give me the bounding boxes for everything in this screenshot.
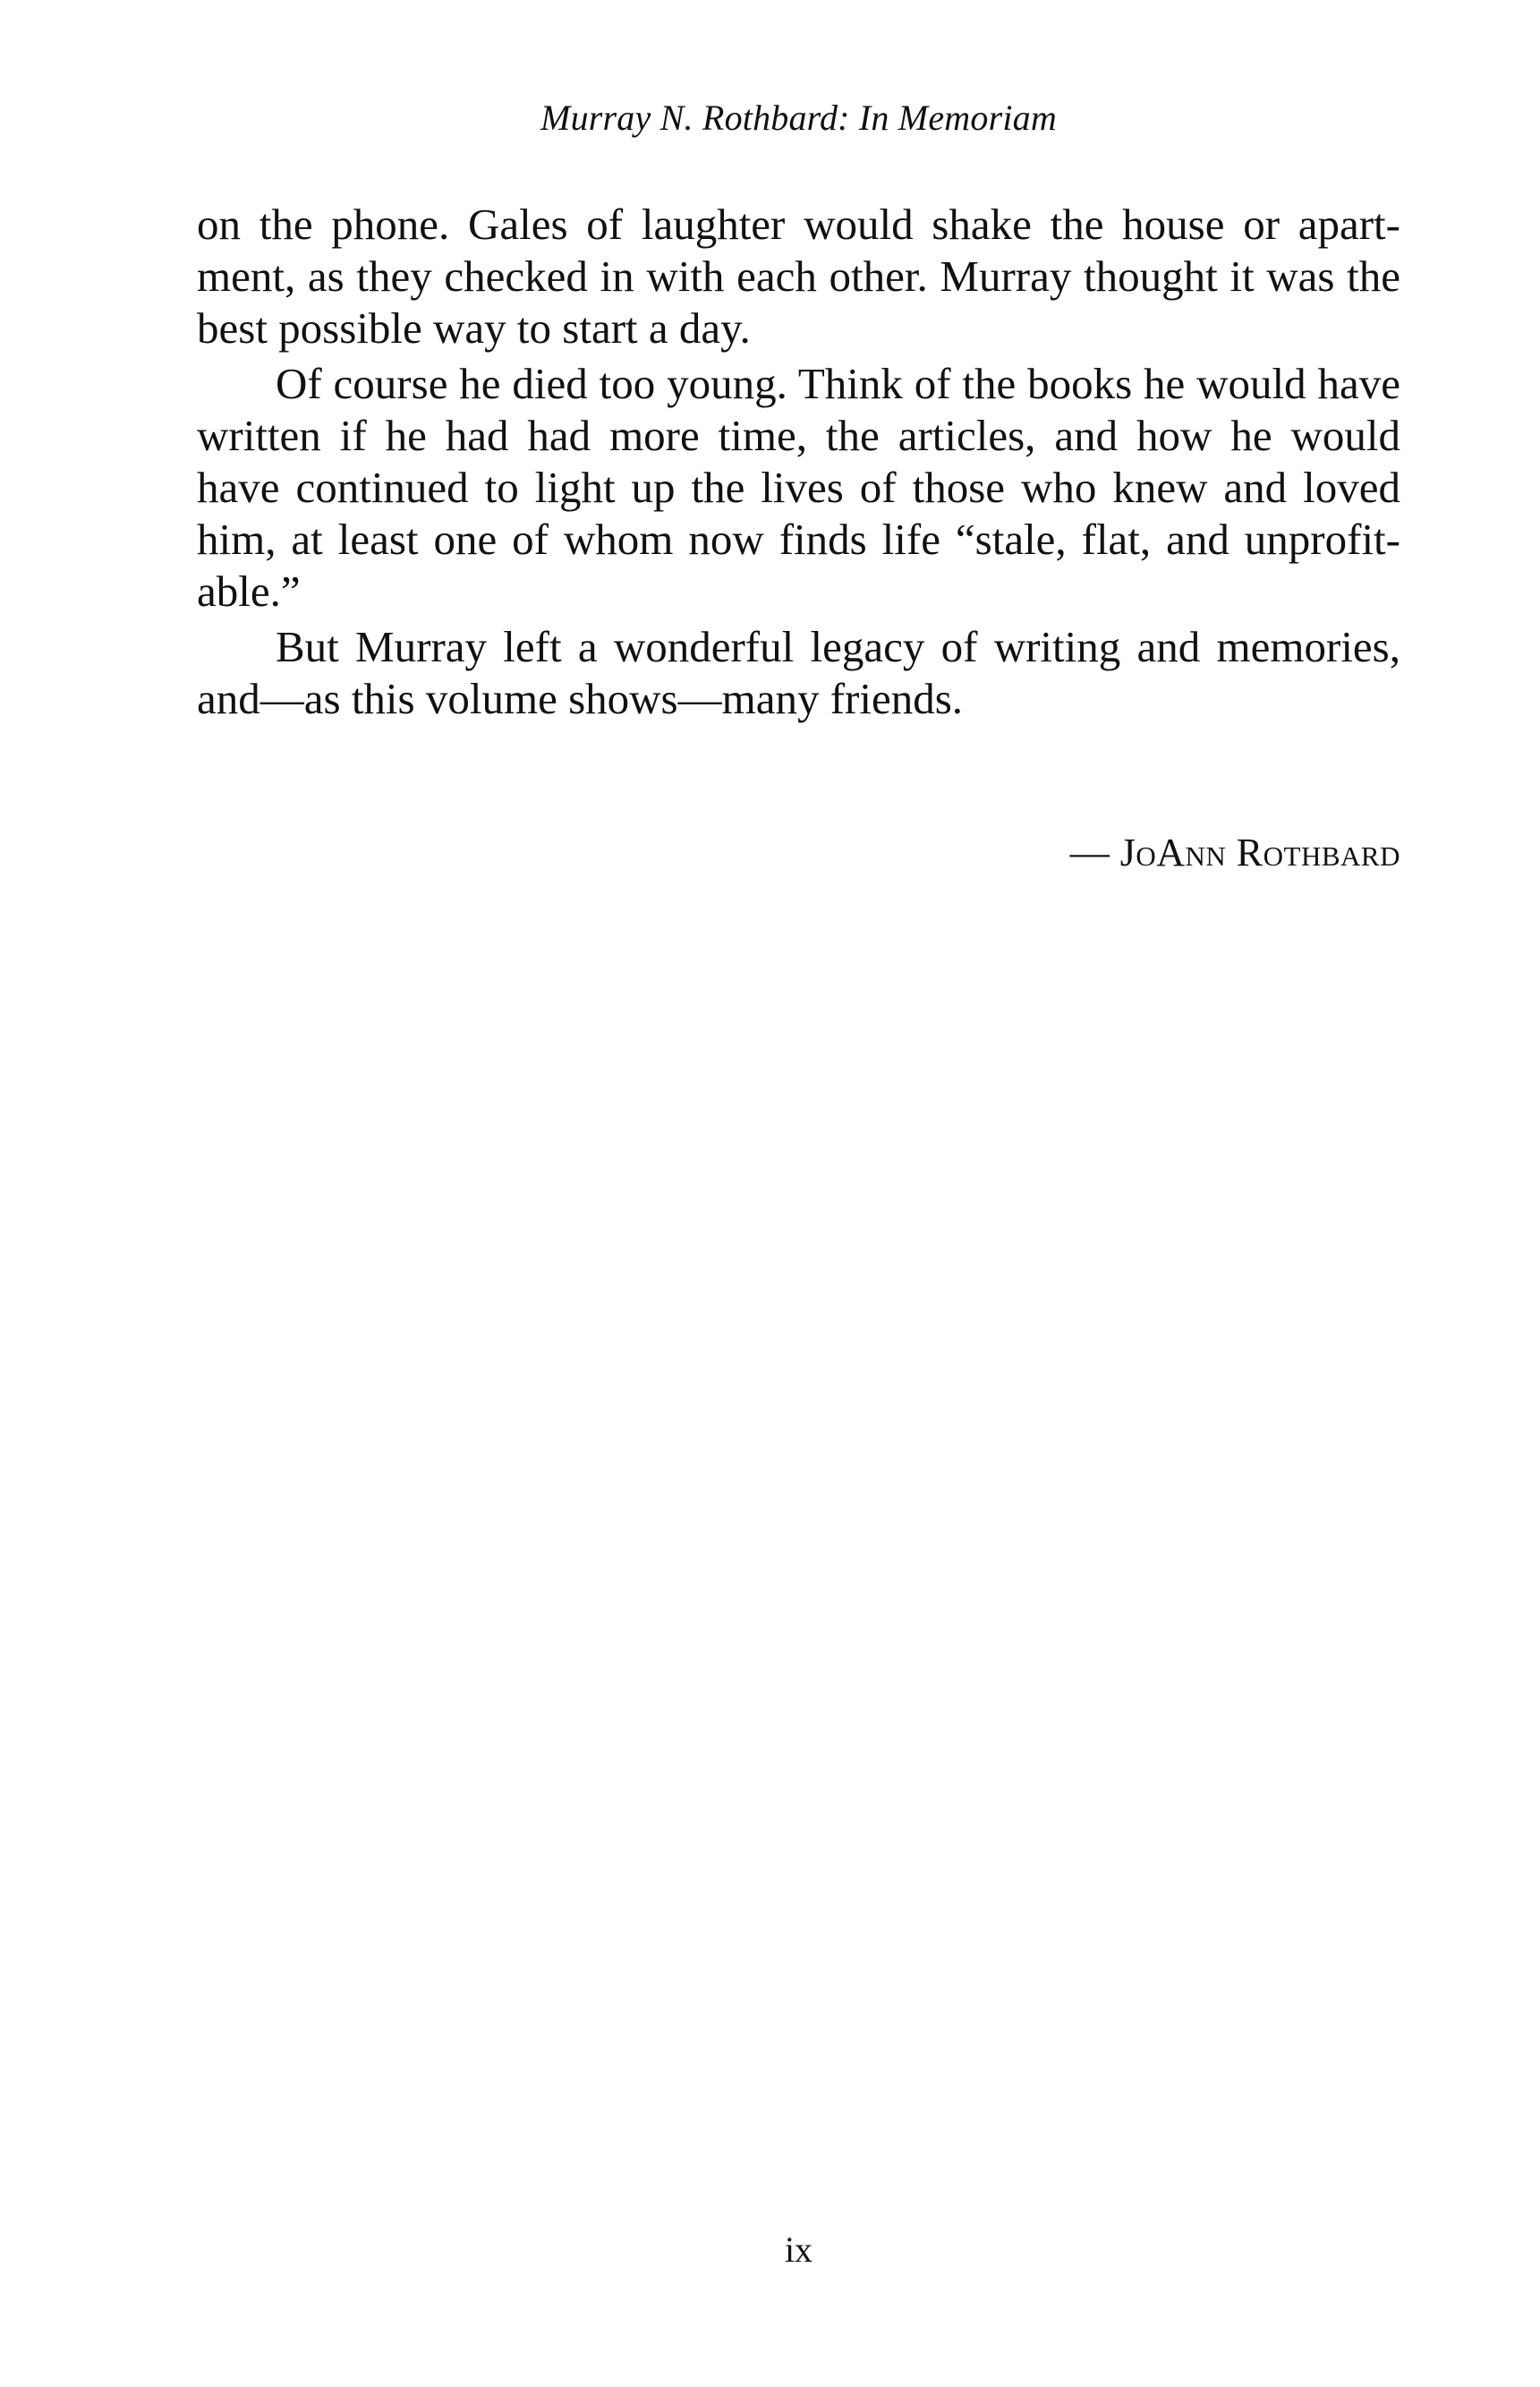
page-number: ix	[784, 2229, 813, 2270]
body-text	[197, 199, 1400, 725]
paragraph-continuation: on the phone. Gales of laughter would shake the house or apartment, as they checked in with each other. Murray thought it was the best possible way to start a day.	[197, 200, 1400, 353]
paragraph: But Murray left a wonderful legacy of writing and memories, and—as this volume shows—many friends.	[197, 622, 1400, 723]
author-signature: — JoAnn Rothbard	[1069, 831, 1400, 874]
book-page	[197, 0, 1400, 2387]
paragraph: Of course he died too young. Think of the books he would have written if he had had more time, the articles, and how he would have continued to light up the lives of those who knew and loved him, at least one of whom now finds life “stale, flat, and unprofitable.”	[197, 359, 1400, 616]
running-head: Murray N. Rothbard: In Memoriam	[540, 98, 1057, 138]
